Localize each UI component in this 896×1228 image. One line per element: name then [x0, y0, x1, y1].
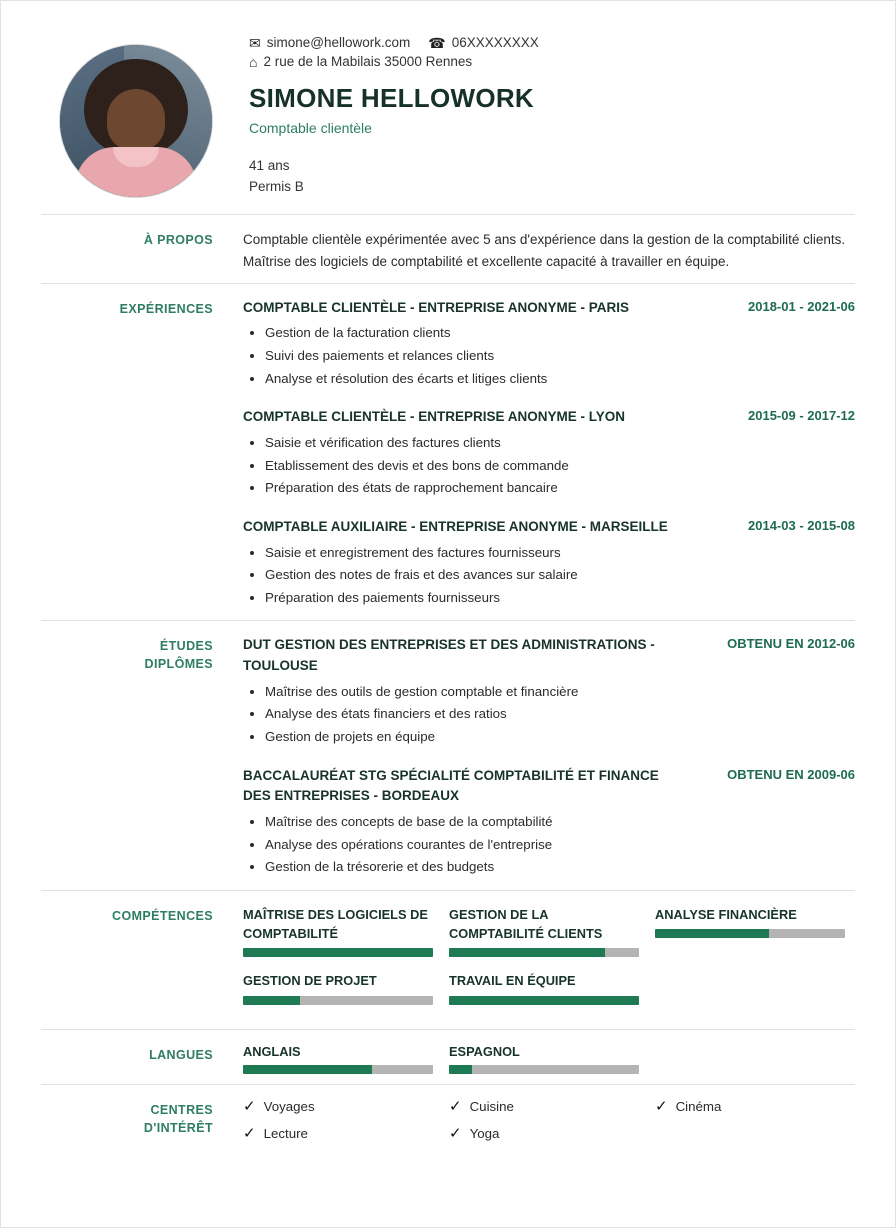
list-item: • Gestion de la trésorerie et des budgets: [265, 856, 855, 878]
skill-bar: [655, 929, 845, 938]
list-item: • Maîtrise des concepts de base de la comptabilité: [265, 811, 855, 833]
interest-label: Cuisine: [469, 1098, 514, 1114]
interest-label: Yoga: [469, 1125, 500, 1141]
experience-date: 2018-01 - 2021-06: [748, 298, 855, 314]
skill-bar-fill: [655, 929, 769, 938]
language-item: [243, 1044, 433, 1074]
skill-item: [655, 905, 845, 957]
check-icon: ✓: [243, 1124, 256, 1142]
about-body: [231, 229, 855, 273]
language-bar-fill: [449, 1065, 472, 1074]
section-languages: [41, 1029, 855, 1084]
education-date: OBTENU EN 2009-06: [727, 766, 855, 782]
section-education: [41, 620, 855, 890]
interest-label: Cinéma: [675, 1098, 722, 1114]
education-bullets: [243, 681, 855, 748]
job-title: Comptable clientèle: [249, 120, 372, 136]
section-label-education-line1: ÉTUDES: [159, 639, 213, 654]
skill-bar-fill: [449, 996, 639, 1005]
age-text: 41 ans: [249, 158, 290, 173]
language-name: ESPAGNOL: [449, 1043, 520, 1059]
email-contact[interactable]: [249, 35, 410, 50]
list-item: • Suivi des paiements et relances clients: [265, 345, 855, 367]
interest-label: Lecture: [263, 1125, 308, 1141]
education-entry: [243, 635, 855, 747]
skill-bar-fill: [243, 948, 433, 957]
section-label-about: À PROPOS: [143, 232, 213, 247]
contact-line-2: [249, 54, 855, 69]
education-title: BACCALAURÉAT STG SPÉCIALITÉ COMPTABILITÉ ET FINANCE DES ENTREPRISES - BORDEAUX: [243, 767, 659, 804]
avatar: [60, 45, 212, 197]
phone-icon: ☎: [428, 34, 446, 51]
resume-header: [41, 27, 855, 198]
language-bar: [449, 1065, 639, 1074]
list-item: • Saisie et vérification des factures clients: [265, 432, 855, 454]
section-skills: [41, 890, 855, 1029]
address-contact: [249, 54, 472, 69]
skill-name: GESTION DE PROJET: [243, 973, 377, 989]
home-icon: ⌂: [249, 53, 258, 70]
experience-entry: [243, 517, 855, 609]
section-label-interests-line2: D'INTÉRÊT: [143, 1120, 213, 1135]
experience-bullets: [243, 542, 855, 609]
licence-text: Permis B: [249, 178, 304, 194]
interest-item: [449, 1099, 639, 1114]
list-item: • Préparation des paiements fournisseurs: [265, 587, 855, 609]
education-title: DUT GESTION DES ENTREPRISES ET DES ADMINISTRATIONS - TOULOUSE: [243, 637, 655, 674]
skill-name: ANALYSE FINANCIÈRE: [655, 906, 797, 922]
envelope-icon: ✉: [249, 34, 261, 51]
skill-item: [449, 971, 639, 1004]
skill-item: [243, 971, 433, 1004]
experience-title: COMPTABLE CLIENTÈLE - ENTREPRISE ANONYME - LYON: [243, 409, 626, 425]
phone-contact[interactable]: [428, 35, 539, 50]
list-item: • Maîtrise des outils de gestion comptable et financière: [265, 681, 855, 703]
skill-bar-fill: [243, 996, 300, 1005]
skill-name: MAÎTRISE DES LOGICIELS DE COMPTABILITÉ: [243, 906, 428, 942]
experience-title: COMPTABLE AUXILIAIRE - ENTREPRISE ANONYME - MARSEILLE: [243, 518, 668, 534]
skill-name: GESTION DE LA COMPTABILITÉ CLIENTS: [449, 906, 603, 942]
skill-bar: [243, 996, 433, 1005]
experience-entry: [243, 298, 855, 390]
experience-date: 2014-03 - 2015-08: [748, 517, 855, 533]
page-title: SIMONE HELLOWORK: [249, 83, 535, 113]
interest-item: [655, 1099, 845, 1114]
contact-line-1: [249, 35, 855, 50]
interest-item: [449, 1126, 639, 1141]
list-item: • Gestion de projets en équipe: [265, 726, 855, 748]
section-label-interests-line1: CENTRES: [150, 1102, 213, 1117]
languages-grid: [243, 1044, 855, 1074]
experience-bullets: [243, 432, 855, 499]
education-entry: [243, 766, 855, 878]
language-name: ANGLAIS: [243, 1043, 301, 1059]
skills-grid: [243, 905, 855, 1019]
language-bar-fill: [243, 1065, 372, 1074]
header-details: [231, 27, 855, 198]
check-icon: ✓: [655, 1097, 668, 1115]
section-label-experiences: EXPÉRIENCES: [119, 301, 213, 316]
languages-body: [231, 1044, 855, 1074]
email-text: simone@hellowork.com: [266, 35, 411, 50]
skills-body: [231, 905, 855, 1019]
experience-entry: [243, 407, 855, 499]
language-item: [449, 1044, 639, 1074]
interest-item: [243, 1126, 433, 1141]
section-about: [41, 214, 855, 283]
list-item: • Saisie et enregistrement des factures fournisseurs: [265, 542, 855, 564]
education-bullets: [243, 811, 855, 878]
skill-bar: [449, 948, 639, 957]
education-date: OBTENU EN 2012-06: [727, 636, 855, 652]
skill-item: [449, 905, 639, 957]
skill-bar-fill: [449, 948, 605, 957]
photo-column: [41, 27, 231, 197]
list-item: • Gestion de la facturation clients: [265, 322, 855, 344]
section-label-languages: LANGUES: [149, 1047, 213, 1062]
check-icon: ✓: [449, 1124, 462, 1142]
interests-grid: [243, 1099, 855, 1153]
section-interests: [41, 1084, 855, 1163]
list-item: • Analyse et résolution des écarts et litiges clients: [265, 368, 855, 390]
skill-item: [243, 905, 433, 957]
language-bar: [243, 1065, 433, 1074]
check-icon: ✓: [243, 1097, 256, 1115]
interest-label: Voyages: [263, 1098, 315, 1114]
experience-bullets: [243, 322, 855, 389]
check-icon: ✓: [449, 1097, 462, 1115]
phone-text: 06XXXXXXXX: [451, 35, 539, 50]
skill-bar: [243, 948, 433, 957]
about-text: Comptable clientèle expérimentée avec 5 ans d'expérience dans la gestion de la comptabilité clients. Maîtrise des logiciels de comptabilité et excellente capacité à travailler en équipe.: [243, 231, 846, 269]
section-label-education-line2: DIPLÔMES: [144, 657, 213, 672]
address-text: 2 rue de la Mabilais 35000 Rennes: [263, 54, 473, 69]
list-item: • Analyse des opérations courantes de l'entreprise: [265, 834, 855, 856]
skill-name: TRAVAIL EN ÉQUIPE: [449, 973, 576, 989]
interest-item: [243, 1099, 433, 1114]
list-item: • Etablissement des devis et des bons de commande: [265, 455, 855, 477]
skill-bar: [449, 996, 639, 1005]
section-label-education: [41, 635, 231, 673]
experience-title: COMPTABLE CLIENTÈLE - ENTREPRISE ANONYME - PARIS: [243, 299, 630, 315]
resume-content: [1, 1, 895, 1173]
interests-body: [231, 1099, 855, 1153]
section-experiences: [41, 283, 855, 621]
list-item: • Analyse des états financiers et des ratios: [265, 703, 855, 725]
list-item: • Préparation des états de rapprochement bancaire: [265, 477, 855, 499]
experience-date: 2015-09 - 2017-12: [748, 408, 855, 424]
experiences-body: [231, 298, 855, 611]
list-item: • Gestion des notes de frais et des avances sur salaire: [265, 564, 855, 586]
section-label-skills: COMPÉTENCES: [112, 908, 213, 923]
education-body: [231, 635, 855, 880]
section-label-interests: [41, 1099, 231, 1137]
